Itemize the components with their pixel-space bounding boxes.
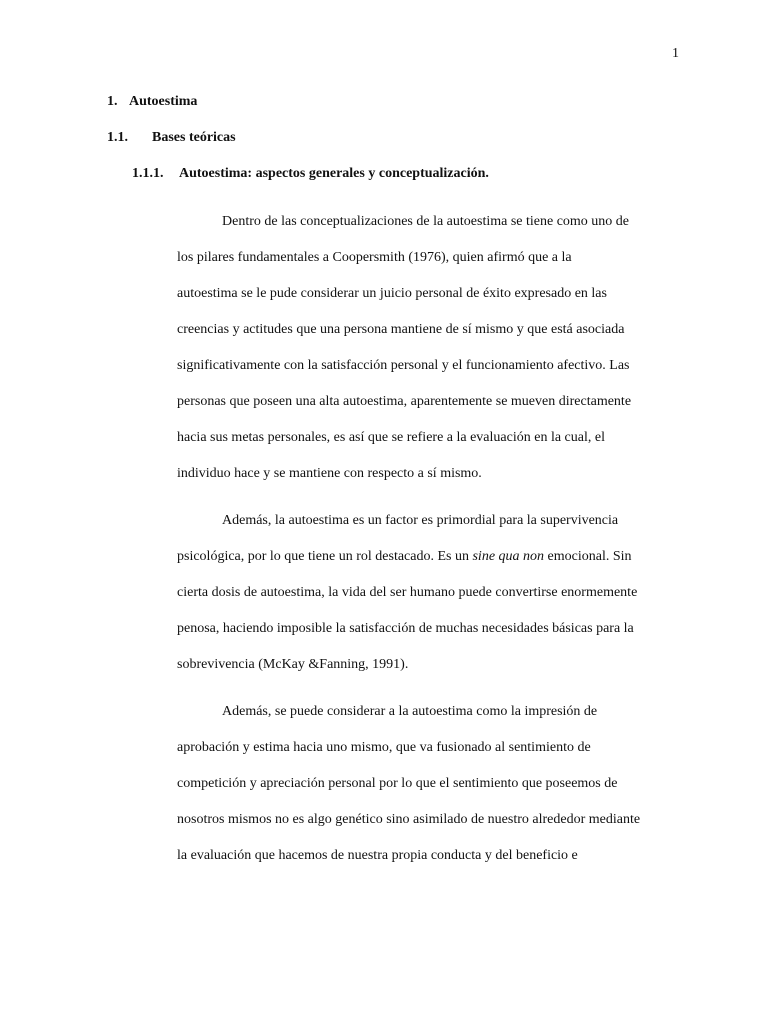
heading-2-text: Bases teóricas bbox=[152, 130, 236, 145]
page-number: 1 bbox=[672, 46, 679, 61]
heading-1-number: 1. bbox=[107, 94, 118, 109]
paragraph-line: competición y apreciación personal por lo que el sentimiento que poseemos de bbox=[177, 776, 618, 791]
line-text-after: emocional. Sin bbox=[544, 549, 632, 564]
paragraph-line: cierta dosis de autoestima, la vida del ser humano puede convertirse enormemente bbox=[177, 585, 638, 600]
paragraph-supervivencia bbox=[177, 503, 697, 683]
paragraph-coopersmith bbox=[177, 204, 697, 492]
italic-phrase: sine qua non bbox=[472, 549, 545, 564]
paragraph-line: hacia sus metas personales, es así que se refiere a la evaluación en la cual, el bbox=[177, 430, 605, 445]
heading-3-number: 1.1.1. bbox=[132, 166, 164, 181]
paragraph-line: la evaluación que hacemos de nuestra propia conducta y del beneficio e bbox=[177, 848, 578, 863]
paragraph-line: personas que poseen una alta autoestima, aparentemente se mueven directamente bbox=[177, 394, 632, 409]
heading-3-text: Autoestima: aspectos generales y conceptualización. bbox=[179, 166, 489, 181]
heading-level-1 bbox=[107, 94, 197, 110]
paragraph-line: Dentro de las conceptualizaciones de la autoestima se tiene como uno de bbox=[222, 214, 630, 229]
paragraph-line: aprobación y estima hacia uno mismo, que va fusionado al sentimiento de bbox=[177, 740, 591, 755]
paragraph-line: autoestima se le pude considerar un juicio personal de éxito expresado en las bbox=[177, 286, 607, 301]
paragraph-line: penosa, haciendo imposible la satisfacción de muchas necesidades básicas para la bbox=[177, 621, 634, 636]
paragraph-line: creencias y actitudes que una persona mantiene de sí mismo y que está asociada bbox=[177, 322, 625, 337]
paragraph-line: los pilares fundamentales a Coopersmith (1976), quien afirmó que a la bbox=[177, 250, 572, 265]
paragraph-line: Además, se puede considerar a la autoestima como la impresión de bbox=[222, 704, 598, 719]
paragraph-line: individuo hace y se mantiene con respecto a sí mismo. bbox=[177, 466, 482, 481]
line-text-before: psicológica, por lo que tiene un rol destacado. Es un bbox=[177, 549, 473, 564]
heading-level-3 bbox=[132, 166, 489, 182]
heading-1-text: Autoestima bbox=[129, 94, 198, 109]
paragraph-line bbox=[177, 539, 697, 575]
heading-2-number: 1.1. bbox=[107, 130, 128, 145]
paragraph-line: Además, la autoestima es un factor es primordial para la supervivencia bbox=[222, 513, 619, 528]
paragraph-aprobacion bbox=[177, 694, 697, 874]
paragraph-line: nosotros mismos no es algo genético sino asimilado de nuestro alrededor mediante bbox=[177, 812, 641, 827]
paragraph-line: sobrevivencia (McKay &Fanning, 1991). bbox=[177, 657, 409, 672]
paragraph-line: significativamente con la satisfacción personal y el funcionamiento afectivo. Las bbox=[177, 358, 630, 373]
heading-level-2 bbox=[107, 130, 236, 146]
